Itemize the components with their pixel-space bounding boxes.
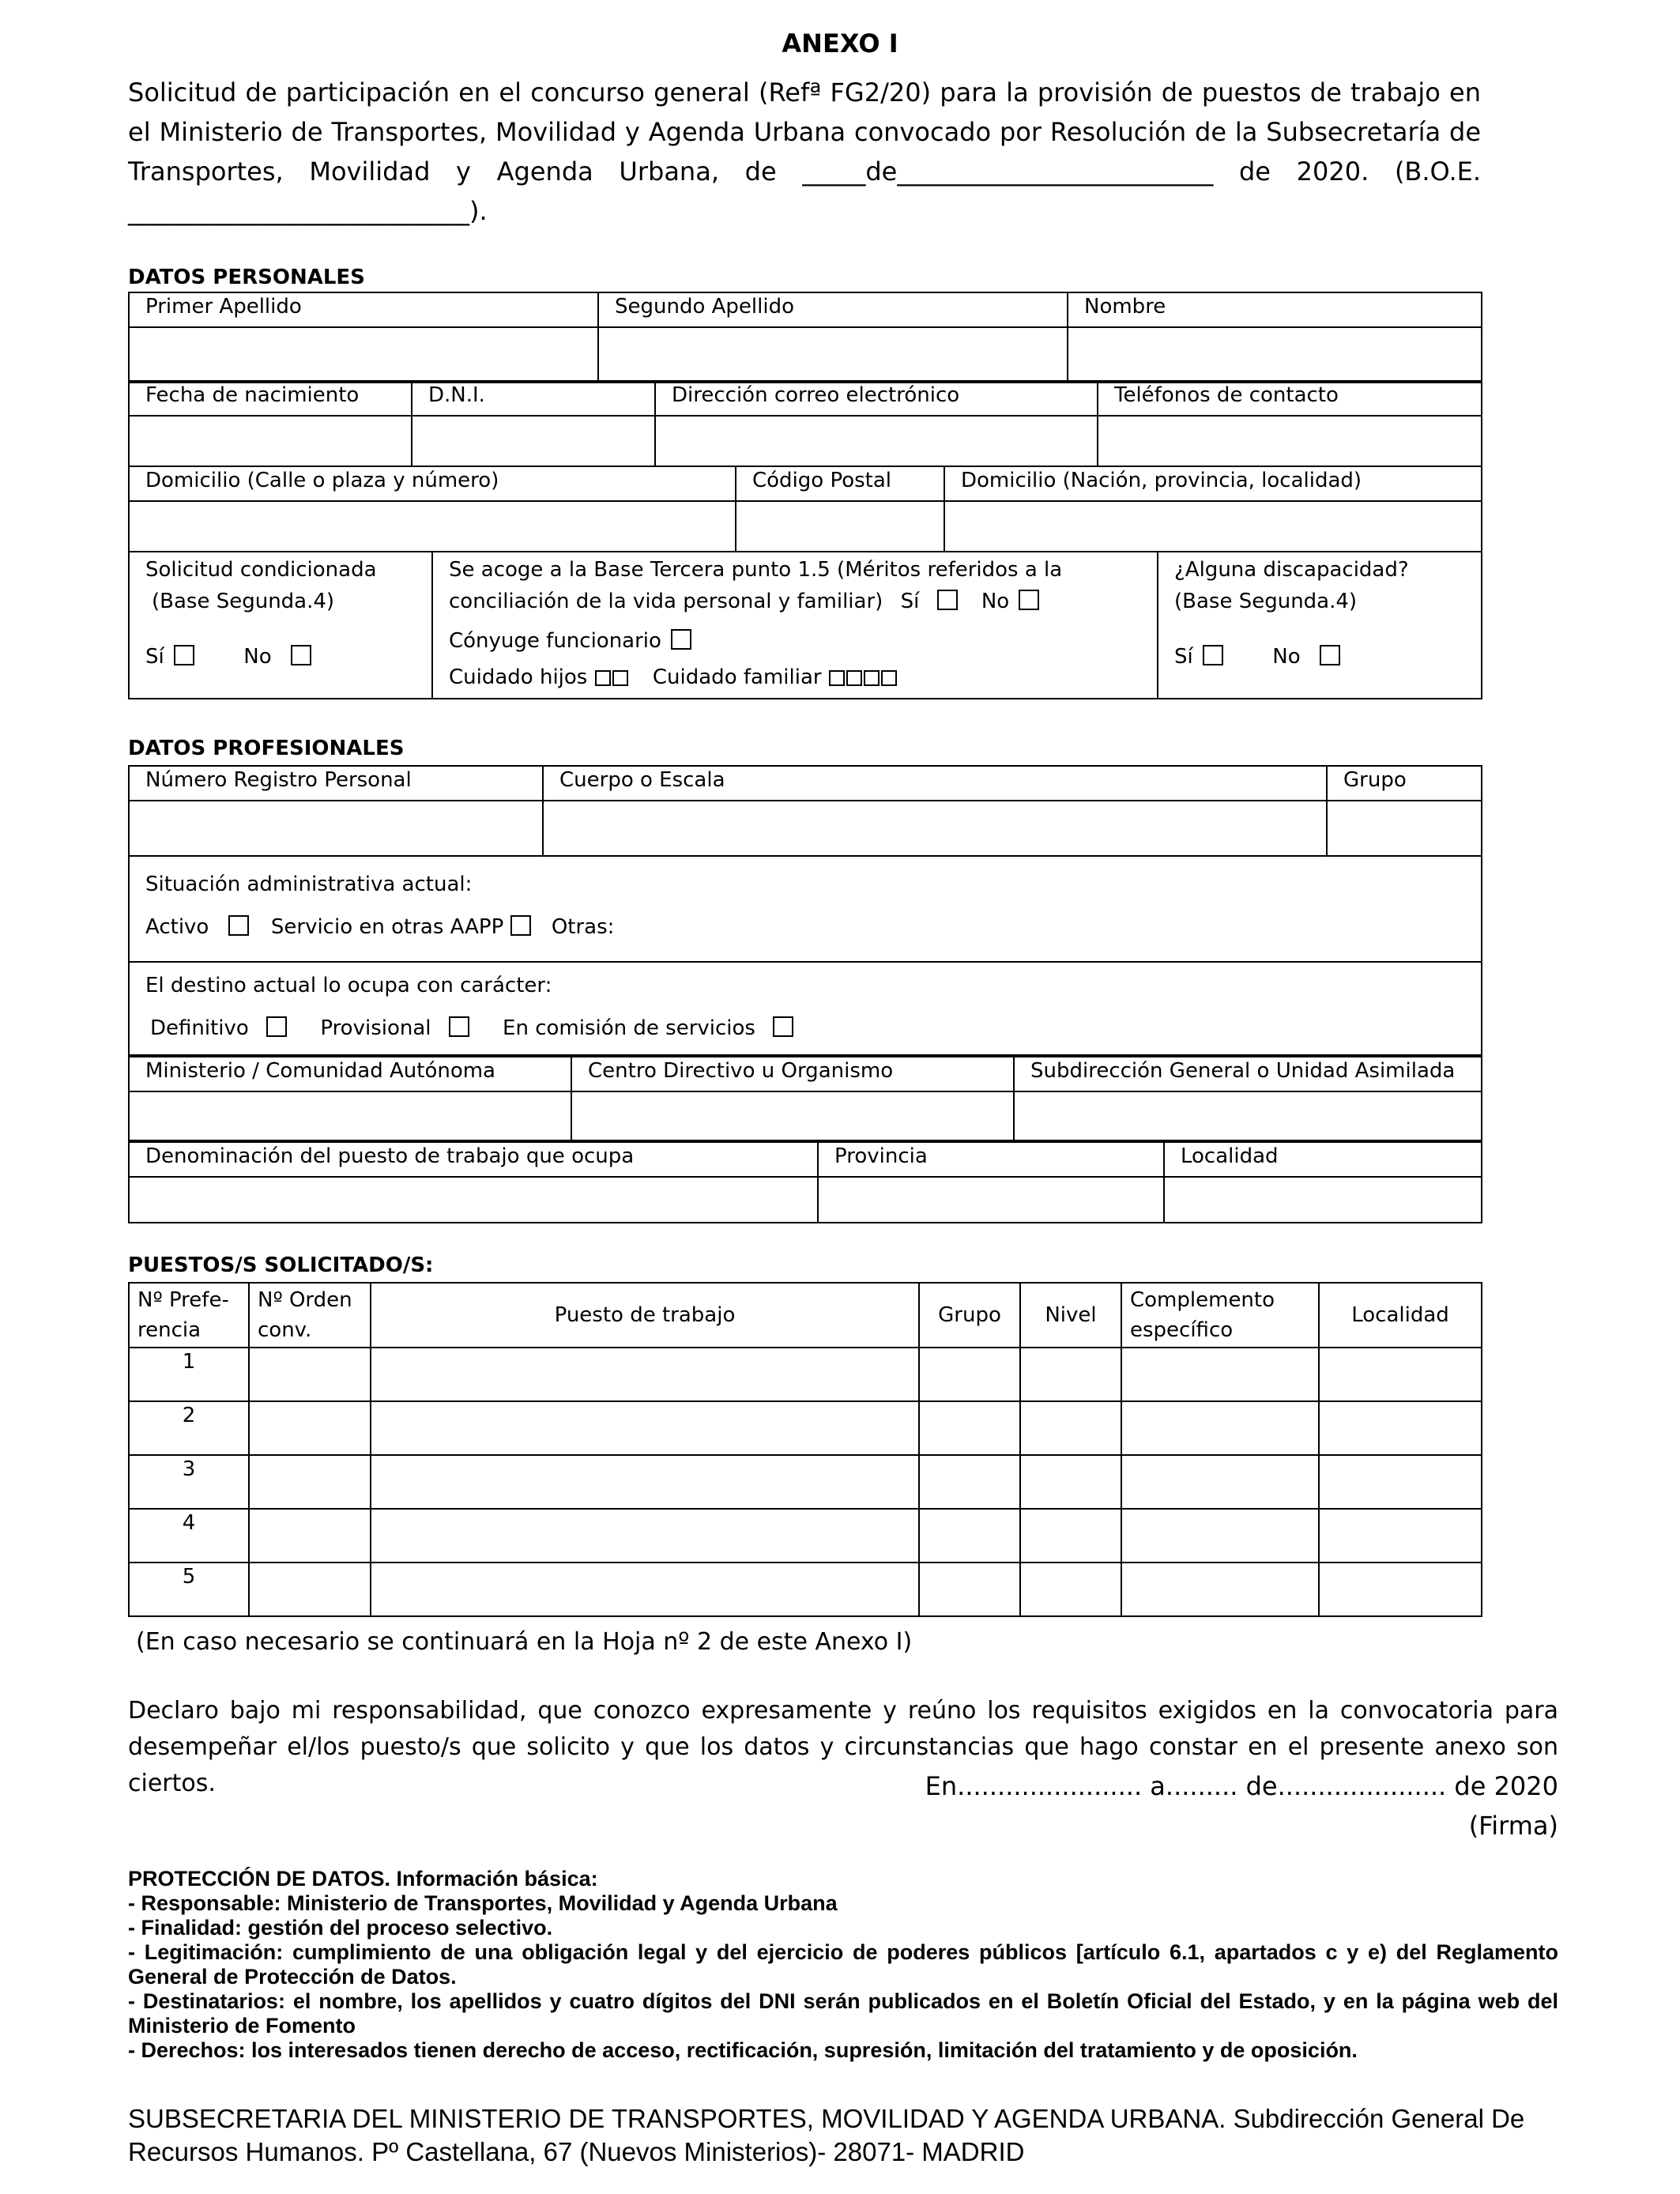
puestos-table xyxy=(128,1282,1482,1617)
cell-nivel[interactable] xyxy=(1020,1348,1121,1401)
personal-table-address xyxy=(128,466,1482,552)
profesional-table-ids xyxy=(128,765,1482,857)
personal-table-options xyxy=(128,551,1482,699)
label-nrp: Número Registro Personal xyxy=(129,766,543,801)
field-domicilio-nacion[interactable] xyxy=(944,501,1482,552)
signature-label: (Firma) xyxy=(1468,1811,1558,1841)
col-header-preferencia xyxy=(129,1283,249,1348)
label-cuerpo: Cuerpo o Escala xyxy=(543,766,1327,801)
field-fecha-nacimiento[interactable] xyxy=(129,416,412,466)
discapacidad-si-checkbox[interactable] xyxy=(1203,645,1223,665)
otras-label: Otras: xyxy=(551,915,615,939)
field-denominacion[interactable] xyxy=(129,1177,818,1223)
situacion-label: Situación administrativa actual: xyxy=(145,873,473,896)
col-header-grupo: Grupo xyxy=(919,1283,1020,1348)
cell-grupo[interactable] xyxy=(919,1509,1020,1563)
col-header-puesto: Puesto de trabajo xyxy=(371,1283,919,1348)
col-header-complemento-2: específico xyxy=(1130,1318,1234,1342)
place-date-block xyxy=(925,1766,1558,1845)
cell-orden[interactable] xyxy=(249,1401,371,1455)
activo-label: Activo xyxy=(145,915,209,939)
cuidado-familiar-label: Cuidado familiar xyxy=(652,665,822,689)
place-date-line: En....................... a......... de..................... de 2020 xyxy=(925,1771,1558,1801)
discapacidad-label: ¿Alguna discapacidad? xyxy=(1174,558,1409,582)
personal-table-names xyxy=(128,292,1482,383)
cell-grupo[interactable] xyxy=(919,1563,1020,1616)
label-denominacion: Denominación del puesto de trabajo que ocupa xyxy=(129,1142,818,1177)
cell-localidad[interactable] xyxy=(1319,1563,1482,1616)
field-email[interactable] xyxy=(655,416,1098,466)
cell-nivel[interactable] xyxy=(1020,1509,1121,1563)
label-codigo-postal: Código Postal xyxy=(736,466,944,501)
base-tercera-no-label: No xyxy=(981,590,1010,613)
section-heading-personal: DATOS PERSONALES xyxy=(128,266,365,289)
personal-table-contact xyxy=(128,380,1482,467)
field-domicilio-calle[interactable] xyxy=(129,501,736,552)
label-telefonos: Teléfonos de contacto xyxy=(1098,381,1482,416)
table-row xyxy=(129,1455,1482,1509)
row-preferencia: 1 xyxy=(129,1348,249,1401)
label-localidad: Localidad xyxy=(1164,1142,1482,1177)
label-grupo: Grupo xyxy=(1327,766,1482,801)
discapacidad-cell xyxy=(1158,552,1482,699)
cell-orden[interactable] xyxy=(249,1563,371,1616)
situacion-cell xyxy=(129,856,1482,962)
cell-puesto[interactable] xyxy=(371,1563,919,1616)
col-header-complemento xyxy=(1121,1283,1319,1348)
col-header-orden-2: conv. xyxy=(258,1318,312,1342)
data-protection-item: - Legitimación: cumplimiento de una obligación legal y del ejercicio de poderes públicos [artículo 6.1, apartados c y e) del Reglamento General de Protección de Datos. xyxy=(128,1940,1558,1989)
condicionada-si-checkbox[interactable] xyxy=(174,645,194,665)
data-protection-item: - Destinatarios: el nombre, los apellidos y cuatro dígitos del DNI serán publicados en el Boletín Oficial del Estado, y en la página web del Ministerio de Fomento xyxy=(128,1989,1558,2038)
row-preferencia: 4 xyxy=(129,1509,249,1563)
comision-checkbox[interactable] xyxy=(773,1016,793,1037)
col-header-preferencia-1: Nº Prefe- xyxy=(137,1288,229,1312)
data-protection-item: - Derechos: los interesados tienen derecho de acceso, rectificación, supresión, limitación del tratamiento y de oposición. xyxy=(128,2038,1358,2062)
cell-complemento[interactable] xyxy=(1121,1509,1319,1563)
table-row xyxy=(129,1348,1482,1401)
destino-cell xyxy=(129,962,1482,1055)
profesional-table-puesto xyxy=(128,1141,1482,1223)
base-tercera-no-checkbox[interactable] xyxy=(1019,590,1039,610)
col-header-orden-1: Nº Orden xyxy=(258,1288,352,1312)
provisional-label: Provisional xyxy=(320,1016,431,1040)
definitivo-label: Definitivo xyxy=(150,1016,249,1040)
activo-checkbox[interactable] xyxy=(228,915,249,936)
cell-localidad[interactable] xyxy=(1319,1509,1482,1563)
cell-localidad[interactable] xyxy=(1319,1348,1482,1401)
label-fecha-nacimiento: Fecha de nacimiento xyxy=(129,381,412,416)
cell-puesto[interactable] xyxy=(371,1455,919,1509)
declaration-text: Declaro bajo mi responsabilidad, que conozco expresamente y reúno los requisitos exigidos en la convocatoria para desempeñar el/los puesto/s que solicito y que los datos y circunstancias que hago constar en el presente anexo son ciertos. xyxy=(128,1697,1558,1797)
col-header-orden xyxy=(249,1283,371,1348)
cell-complemento[interactable] xyxy=(1121,1563,1319,1616)
row-preferencia: 5 xyxy=(129,1563,249,1616)
condicionada-si-label: Sí xyxy=(145,645,164,669)
profesional-table-destino xyxy=(128,1056,1482,1141)
definitivo-checkbox[interactable] xyxy=(266,1016,287,1037)
section-heading-puestos: PUESTOS/S SOLICITADO/S: xyxy=(128,1253,434,1277)
data-protection-item: - Finalidad: gestión del proceso selectivo. xyxy=(128,1916,553,1940)
cuidado-familiar-checkbox[interactable] xyxy=(881,670,897,686)
col-header-preferencia-2: rencia xyxy=(137,1318,202,1342)
cuidado-hijos-label: Cuidado hijos xyxy=(449,665,588,689)
cell-orden[interactable] xyxy=(249,1455,371,1509)
condicionada-no-label: No xyxy=(243,645,272,669)
provisional-checkbox[interactable] xyxy=(449,1016,469,1037)
field-localidad[interactable] xyxy=(1164,1177,1482,1223)
data-protection-block xyxy=(128,1867,1558,2063)
condicionada-no-checkbox[interactable] xyxy=(291,645,311,665)
label-nombre: Nombre xyxy=(1068,292,1482,327)
cell-puesto[interactable] xyxy=(371,1348,919,1401)
cell-grupo[interactable] xyxy=(919,1348,1020,1401)
servicio-aapp-checkbox[interactable] xyxy=(510,915,531,936)
field-cuerpo[interactable] xyxy=(543,801,1327,856)
label-dni: D.N.I. xyxy=(412,381,655,416)
discapacidad-no-checkbox[interactable] xyxy=(1320,645,1340,665)
base-tercera-label-2: conciliación de la vida personal y familiar) xyxy=(449,590,883,613)
data-protection-item: - Responsable: Ministerio de Transportes, Movilidad y Agenda Urbana xyxy=(128,1891,838,1915)
cuidado-familiar-checkbox[interactable] xyxy=(829,670,845,686)
field-primer-apellido[interactable] xyxy=(129,327,598,383)
cell-complemento[interactable] xyxy=(1121,1348,1319,1401)
cell-puesto[interactable] xyxy=(371,1401,919,1455)
field-codigo-postal[interactable] xyxy=(736,501,944,552)
field-ministerio[interactable] xyxy=(129,1091,571,1140)
field-telefonos[interactable] xyxy=(1098,416,1482,466)
row-preferencia: 2 xyxy=(129,1401,249,1455)
discapacidad-base: (Base Segunda.4) xyxy=(1174,590,1358,613)
cuidado-hijos-checkbox[interactable] xyxy=(595,670,611,686)
cell-grupo[interactable] xyxy=(919,1455,1020,1509)
section-heading-profesional: DATOS PROFESIONALES xyxy=(128,737,405,760)
label-domicilio-calle: Domicilio (Calle o plaza y número) xyxy=(129,466,736,501)
field-centro[interactable] xyxy=(571,1091,1014,1140)
base-tercera-cell xyxy=(432,552,1158,699)
field-nrp[interactable] xyxy=(129,801,543,856)
discapacidad-no-label: No xyxy=(1272,645,1301,669)
profesional-table-situacion xyxy=(128,855,1482,1056)
cell-nivel[interactable] xyxy=(1020,1455,1121,1509)
cell-orden[interactable] xyxy=(249,1509,371,1563)
base-tercera-si-label: Sí xyxy=(900,590,920,613)
data-protection-heading: PROTECCIÓN DE DATOS. Información básica: xyxy=(128,1867,598,1891)
cell-complemento[interactable] xyxy=(1121,1455,1319,1509)
label-ministerio: Ministerio / Comunidad Autónoma xyxy=(129,1057,571,1091)
footer-address: SUBSECRETARIA DEL MINISTERIO DE TRANSPORTES, MOVILIDAD Y AGENDA URBANA. Subdirección General De Recursos Humanos. Pº Castellana, 67 (Nuevos Ministerios)- 28071- MADRID xyxy=(128,2104,1525,2166)
base-tercera-label: Se acoge a la Base Tercera punto 1.5 (Méritos referidos a la xyxy=(449,558,1063,582)
label-provincia: Provincia xyxy=(818,1142,1164,1177)
discapacidad-si-label: Sí xyxy=(1174,645,1193,669)
label-email: Dirección correo electrónico xyxy=(655,381,1098,416)
condicionada-label: Solicitud condicionada xyxy=(145,558,377,582)
cell-puesto[interactable] xyxy=(371,1509,919,1563)
label-primer-apellido: Primer Apellido xyxy=(129,292,598,327)
destino-label: El destino actual lo ocupa con carácter: xyxy=(145,974,552,997)
condicionada-base: (Base Segunda.4) xyxy=(152,590,335,613)
base-tercera-si-checkbox[interactable] xyxy=(937,590,958,610)
table-row xyxy=(129,1563,1482,1616)
comision-label: En comisión de servicios xyxy=(503,1016,755,1040)
cell-nivel[interactable] xyxy=(1020,1401,1121,1455)
field-provincia[interactable] xyxy=(818,1177,1164,1223)
page-title: ANEXO I xyxy=(782,28,898,58)
intro-paragraph: Solicitud de participación en el concurso general (Refª FG2/20) para la provisión de puestos de trabajo en el Ministerio de Transportes, Movilidad y Agenda Urbana convocado por Resolución de la Subsecretaría de Transportes, Movilidad y Agenda Urbana, de _____de_________________________ de 2020. (B.O.E. ___________________________). xyxy=(128,77,1481,226)
field-dni[interactable] xyxy=(412,416,655,466)
cell-grupo[interactable] xyxy=(919,1401,1020,1455)
label-centro: Centro Directivo u Organismo xyxy=(571,1057,1014,1091)
field-subdireccion[interactable] xyxy=(1014,1091,1482,1140)
table-row xyxy=(129,1509,1482,1563)
cuidado-familiar-checkbox[interactable] xyxy=(846,670,862,686)
cell-localidad[interactable] xyxy=(1319,1401,1482,1455)
field-grupo[interactable] xyxy=(1327,801,1482,856)
cell-nivel[interactable] xyxy=(1020,1563,1121,1616)
field-segundo-apellido[interactable] xyxy=(598,327,1068,383)
cell-complemento[interactable] xyxy=(1121,1401,1319,1455)
table-row xyxy=(129,1401,1482,1455)
col-header-localidad: Localidad xyxy=(1319,1283,1482,1348)
cell-orden[interactable] xyxy=(249,1348,371,1401)
continuation-note: (En caso necesario se continuará en la Hoja nº 2 de este Anexo I) xyxy=(136,1628,913,1656)
servicio-aapp-label: Servicio en otras AAPP xyxy=(270,915,504,939)
conyuge-checkbox[interactable] xyxy=(671,629,691,650)
cuidado-hijos-checkbox[interactable] xyxy=(612,670,628,686)
label-domicilio-nacion: Domicilio (Nación, provincia, localidad) xyxy=(944,466,1482,501)
cell-localidad[interactable] xyxy=(1319,1455,1482,1509)
cuidado-familiar-checkbox[interactable] xyxy=(864,670,880,686)
row-preferencia: 3 xyxy=(129,1455,249,1509)
col-header-nivel: Nivel xyxy=(1020,1283,1121,1348)
label-segundo-apellido: Segundo Apellido xyxy=(598,292,1068,327)
condicionada-cell xyxy=(129,552,432,699)
conyuge-label: Cónyuge funcionario xyxy=(449,629,661,653)
field-nombre[interactable] xyxy=(1068,327,1482,383)
label-subdireccion: Subdirección General o Unidad Asimilada xyxy=(1014,1057,1482,1091)
col-header-complemento-1: Complemento xyxy=(1130,1288,1275,1312)
